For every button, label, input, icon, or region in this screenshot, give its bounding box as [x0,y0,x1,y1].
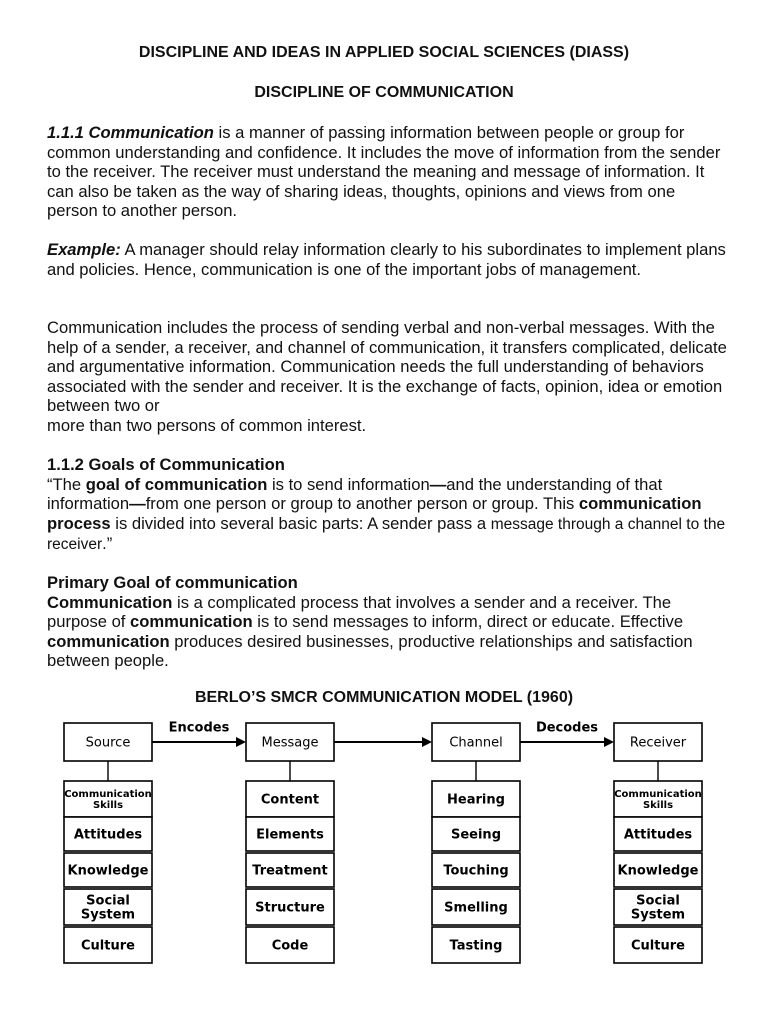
receiver-header-label: Receiver [629,735,687,751]
para3-last-line: more than two persons of common interest. [47,415,367,435]
message-item-label: Treatment [252,863,328,879]
channel-header-label: Channel [449,735,503,751]
source-item-label: Knowledge [67,863,149,879]
example-body: A manager should relay information clearly to his subordinates to implement plans and policies. Hence, communication is one of the important jobs of management. [47,240,726,279]
example-lead: Example: [47,240,121,259]
source-item-label: Culture [81,938,135,954]
source-item-label: Social System [80,893,136,923]
source-item-label: Attitudes [73,827,143,843]
goals-q3: is to send information [267,474,430,494]
goals-q9: is divided into several basic parts: A sender pass a [110,513,491,533]
primary-p6: produces desired businesses, productive relationships and satisfaction between people. [47,631,693,671]
document-title: DISCIPLINE AND IDEAS IN APPLIED SOCIAL SCIENCES (DIASS) [138,44,630,61]
goals-q6: — [129,494,146,514]
decodes-label: Decodes [535,720,599,736]
channel-item-label: Seeing [450,827,502,843]
receiver-item-label: Attitudes [623,827,693,843]
goals-q2: goal of communication [85,474,268,494]
primary-goal-heading: Primary Goal of communication [47,573,298,592]
channel-item-label: Smelling [444,900,508,916]
encodes-label: Encodes [168,720,230,736]
receiver-item-label: Communication Skills [614,789,702,811]
source-item-label: Communication Skills [64,789,152,811]
message-item-label: Code [271,938,309,954]
channel-item-label: Hearing [447,792,505,808]
message-item-label: Structure [255,900,325,916]
goals-q8: communication process [47,494,702,533]
para3-text: Communication includes the process of sending verbal and non-verbal messages. With the help of a sender, a receiver, and channel of communication, it transfers complicated, delicate and argumentative information. Communication needs the full understanding of behaviors associated with the sender and receiver. It is the exchange of facts, opinion, idea or emotion between two or [47,318,727,416]
primary-p5: communication [47,631,170,651]
message-item-label: Content [260,792,320,808]
message-header-label: Message [261,735,319,751]
goals-q10: message through a channel to the receiver [47,515,726,554]
smcr-model-title: BERLO’S SMCR COMMUNICATION MODEL (1960) [194,689,574,706]
goals-q5: and the understanding of that information [47,474,663,514]
section-111-lead: 1.1.1 Communication [47,123,214,142]
receiver-item-label: Knowledge [617,863,699,879]
goals-q11: .” [102,534,113,554]
goals-q4: — [429,474,447,494]
channel-item-label: Touching [443,863,509,879]
primary-p2: is a complicated process that involves a sender and a receiver. The purpose of [47,592,672,632]
goals-q1: “The [47,474,86,494]
receiver-item-label: Social System [630,893,686,923]
goals-q7: from one person or group to another person or group. This [145,494,579,514]
primary-p4: is to send messages to inform, direct or educate. Effective [252,612,684,632]
message-item-label: Elements [256,827,324,843]
primary-p1: Communication [47,592,173,612]
document-subtitle: DISCIPLINE OF COMMUNICATION [254,84,514,101]
source-header-label: Source [85,735,131,751]
primary-p3: communication [130,612,253,632]
receiver-item-label: Culture [631,938,685,954]
channel-item-label: Tasting [449,938,503,954]
goals-heading: 1.1.2 Goals of Communication [47,455,285,474]
section-111-body: is a manner of passing information between people or group for common understanding and confidence. It includes the move of information from the sender to the receiver. The receiver must understand the meaning and message of information. It can also be taken as the way of sharing ideas, thoughts, opinions and views from one person to another person. [47,123,721,221]
